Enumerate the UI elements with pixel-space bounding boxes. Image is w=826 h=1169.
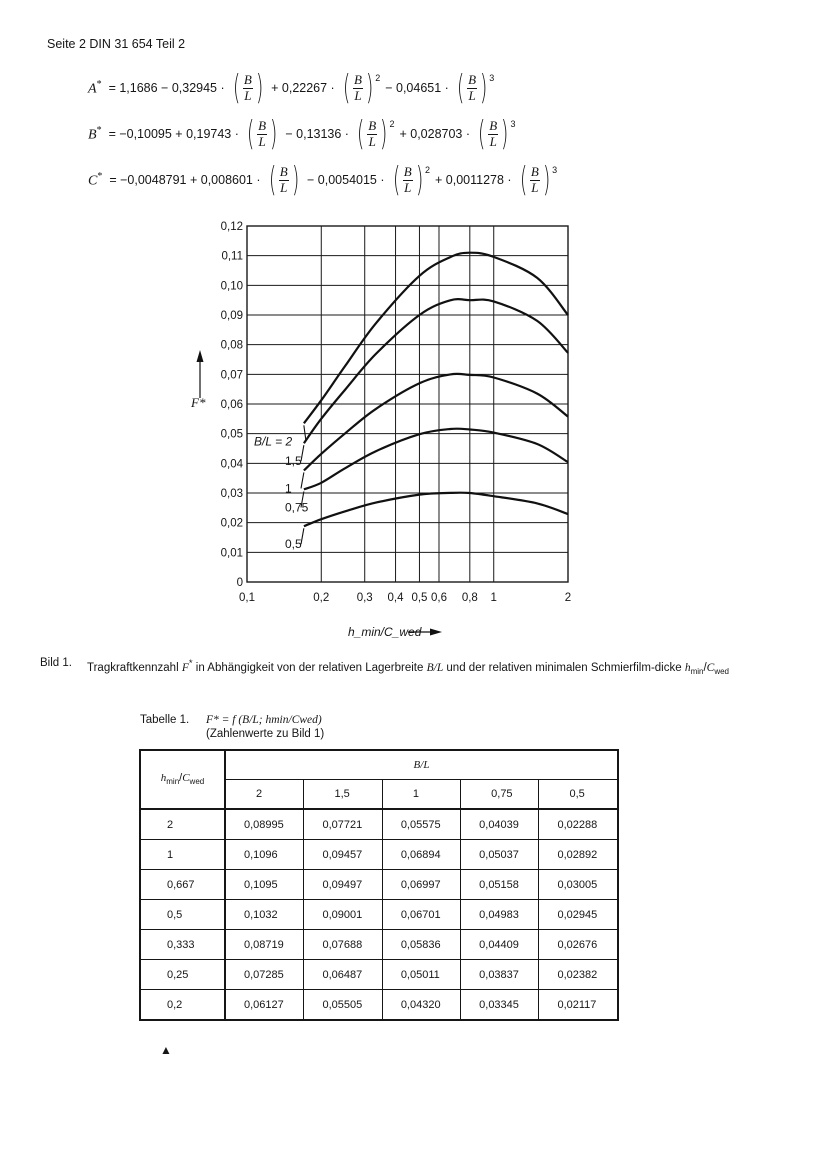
x-tick-label: 0,4 <box>387 592 404 604</box>
figure-caption <box>40 656 740 679</box>
table-row-header <box>140 750 225 809</box>
table-group-header: B/L <box>225 750 618 780</box>
fraction-denominator: L <box>404 179 412 195</box>
table-cell: 0,06997 <box>382 870 460 900</box>
table-row-label: 0,5 <box>140 900 225 930</box>
formula-lhs <box>88 79 102 98</box>
table-column-header: 1,5 <box>304 780 382 810</box>
fraction-group: ( $\frac{B}{L}$ ) <box>232 68 264 108</box>
exponent: 3 <box>510 119 516 129</box>
table-row-label: 0,333 <box>140 930 225 960</box>
y-tick-label: 0,06 <box>220 399 243 411</box>
series-label: 0,75 <box>285 500 309 515</box>
star-superscript: * <box>96 78 102 90</box>
x-tick-label: 2 <box>564 592 572 604</box>
fraction-group: ( $\frac{B}{L}$ ) 2 <box>342 68 381 108</box>
page-header: Seite 2 DIN 31 654 Teil 2 <box>47 37 186 51</box>
formula-term: + 0,028703 · <box>399 127 471 141</box>
table-cell: 0,04409 <box>461 930 539 960</box>
x-axis-arrow-head <box>430 629 442 636</box>
y-tick-label: 0,12 <box>220 221 243 233</box>
caption-symbol: F <box>181 661 189 674</box>
table-cell: 0,06127 <box>225 990 304 1021</box>
caption-text-part: Tragkraftkennzahl <box>87 661 182 674</box>
figure-caption-text <box>87 656 740 679</box>
table-cell: 0,04983 <box>461 900 539 930</box>
exponent: 2 <box>375 73 381 83</box>
fraction-numerator: B <box>530 163 539 179</box>
header-symbol: C <box>182 772 190 785</box>
load-number-chart <box>180 210 600 650</box>
table-cell: 0,04039 <box>461 809 539 840</box>
series-label: 0,5 <box>285 537 302 552</box>
table-cell: 0,1032 <box>225 900 304 930</box>
table-row-label: 2 <box>140 809 225 840</box>
fraction-numerator: B <box>468 71 477 87</box>
series-line <box>304 429 568 490</box>
y-tick-label: 0,04 <box>220 458 243 471</box>
formula-term: = −0,10095 + 0,19743 · <box>108 127 239 141</box>
star-superscript: * <box>96 124 102 136</box>
formula-term: − 0,0054015 · <box>307 173 385 187</box>
y-tick-label: 0,07 <box>220 369 243 382</box>
fraction-denominator: L <box>280 179 288 195</box>
y-axis-label: F* <box>191 395 206 410</box>
x-tick-label: 0,3 <box>356 592 373 604</box>
table-column-header: 2 <box>225 780 304 810</box>
header-subscript: min <box>166 777 180 787</box>
table-cell: 0,02117 <box>539 990 618 1021</box>
formula-var: C <box>88 173 98 189</box>
table-cell: 0,1096 <box>225 840 304 870</box>
table-cell: 0,05011 <box>382 960 460 990</box>
table-caption-subtitle: (Zahlenwerte zu Bild 1) <box>206 728 325 740</box>
y-tick-label: 0,03 <box>220 488 243 500</box>
y-tick-label: 0,01 <box>220 547 243 560</box>
table-row <box>140 960 618 990</box>
table-cell: 0,09001 <box>304 900 382 930</box>
y-tick-label: 0,09 <box>220 310 243 322</box>
formula-c <box>88 158 559 202</box>
y-axis-arrow-head <box>197 350 204 362</box>
fraction-numerator: B <box>279 163 288 179</box>
table-cell: 0,07688 <box>304 930 382 960</box>
table-cell: 0,02288 <box>539 809 618 840</box>
table-row <box>140 870 618 900</box>
caption-text-part: und der relativen minimalen Schmierfilm-dicke <box>443 661 685 674</box>
series-line <box>304 299 568 443</box>
table-row <box>140 990 618 1021</box>
table-cell: 0,02892 <box>539 840 618 870</box>
caption-subscript: min <box>690 667 704 677</box>
table-row-label: 0,667 <box>140 870 225 900</box>
page-mark: ▲ <box>160 1043 172 1057</box>
table-cell: 0,05037 <box>461 840 539 870</box>
x-tick-label: 1 <box>490 592 497 604</box>
fraction-numerator: B <box>258 117 267 133</box>
fraction-denominator: L <box>258 133 266 149</box>
table-cell: 0,02945 <box>539 900 618 930</box>
table-cell: 0,09497 <box>304 870 382 900</box>
figure-caption-label: Bild 1. <box>40 657 72 669</box>
table-row <box>140 900 618 930</box>
table-row <box>140 840 618 870</box>
table-cell: 0,05505 <box>304 990 382 1021</box>
table-cell: 0,07285 <box>225 960 304 990</box>
formula-term: − 0,04651 · <box>385 81 449 95</box>
fraction-numerator: B <box>489 117 498 133</box>
series-label: B/L = 2 <box>254 434 293 449</box>
header-subscript: wed <box>189 777 205 787</box>
series-line <box>304 374 568 471</box>
series-label: 1,5 <box>285 454 302 469</box>
fraction-group: ( $\frac{B}{L}$ ) <box>246 114 278 154</box>
header-symbol: h <box>160 772 167 785</box>
table-cell: 0,06701 <box>382 900 460 930</box>
fraction-numerator: B <box>368 117 377 133</box>
x-tick-label: 0,8 <box>461 592 478 604</box>
table-row-label: 0,25 <box>140 960 225 990</box>
table-cell: 0,03345 <box>461 990 539 1021</box>
x-tick-label: 0,2 <box>313 592 330 604</box>
x-tick-label: 0,1 <box>239 592 255 604</box>
fraction-denominator: L <box>368 133 376 149</box>
caption-subscript: wed <box>714 667 730 677</box>
star-superscript: * <box>97 170 103 182</box>
fraction-group: ( $\frac{B}{L}$ ) 3 <box>519 160 558 200</box>
table-cell: 0,03005 <box>539 870 618 900</box>
y-tick-label: 0,05 <box>220 428 243 441</box>
formula-lhs <box>88 171 102 190</box>
header-symbol: / <box>179 772 183 785</box>
table-column-header: 0,75 <box>461 780 539 810</box>
fraction-group: ( $\frac{B}{L}$ ) 3 <box>456 68 495 108</box>
table-cell: 0,05836 <box>382 930 460 960</box>
table-column-header: 0,5 <box>539 780 618 810</box>
table-row <box>140 930 618 960</box>
caption-symbol: h <box>684 661 691 674</box>
table-caption-label: Tabelle 1. <box>140 714 190 726</box>
fraction-group: ( $\frac{B}{L}$ ) 2 <box>356 114 395 154</box>
series-label: 1 <box>285 481 292 496</box>
table-cell: 0,05575 <box>382 809 460 840</box>
table-cell: 0,06487 <box>304 960 382 990</box>
x-axis-label: h_min/C_wed <box>348 625 422 639</box>
fraction-numerator: B <box>353 71 362 87</box>
y-tick-label: 0,08 <box>220 339 243 352</box>
table-cell: 0,08719 <box>225 930 304 960</box>
table-body <box>140 809 618 1020</box>
table-cell: 0,06894 <box>382 840 460 870</box>
table-cell: 0,09457 <box>304 840 382 870</box>
table-row <box>140 809 618 840</box>
data-table <box>139 749 619 1021</box>
table-cell: 0,07721 <box>304 809 382 840</box>
table-cell: 0,02676 <box>539 930 618 960</box>
formula-b <box>88 112 518 156</box>
series-line <box>304 253 568 424</box>
x-tick-label: 0,6 <box>430 592 447 604</box>
y-tick-label: 0,02 <box>220 517 243 530</box>
table-cell: 0,08995 <box>225 809 304 840</box>
exponent: 3 <box>489 73 495 83</box>
table-column-header: 1 <box>382 780 460 810</box>
y-tick-label: 0,11 <box>221 250 243 263</box>
fraction-denominator: L <box>489 133 497 149</box>
exponent: 3 <box>552 165 558 175</box>
series-line <box>304 493 568 527</box>
formula-term: − 0,13136 · <box>285 127 349 141</box>
caption-star: * <box>188 658 193 669</box>
fraction-denominator: L <box>244 87 252 103</box>
caption-symbol: C <box>706 661 715 674</box>
formula-term: = 1,1686 − 0,32945 · <box>108 81 225 95</box>
table-header-row <box>140 750 618 780</box>
table-row-label: 0,2 <box>140 990 225 1021</box>
fraction-group: ( $\frac{B}{L}$ ) <box>268 160 300 200</box>
fraction-numerator: B <box>403 163 412 179</box>
y-tick-label: 0 <box>236 577 243 589</box>
table-cell: 0,02382 <box>539 960 618 990</box>
fraction-numerator: B <box>243 71 252 87</box>
table-cell: 0,1095 <box>225 870 304 900</box>
caption-text-part: in Abhängigkeit von der relativen Lagerbreite <box>192 661 427 674</box>
exponent: 2 <box>389 119 395 129</box>
table-cell: 0,03837 <box>461 960 539 990</box>
fraction-group: ( $\frac{B}{L}$ ) 2 <box>392 160 431 200</box>
fraction-group: ( $\frac{B}{L}$ ) 3 <box>478 114 516 154</box>
exponent: 2 <box>425 165 431 175</box>
formula-lhs <box>88 125 102 144</box>
formula-var: B <box>88 127 97 143</box>
formula-a <box>88 66 496 110</box>
caption-symbol: B/L <box>426 661 444 674</box>
series-leader-line <box>301 472 304 488</box>
caption-symbol: / <box>703 661 707 674</box>
y-tick-label: 0,10 <box>220 280 243 293</box>
table-caption <box>140 713 324 741</box>
table-row-label: 1 <box>140 840 225 870</box>
fraction-denominator: L <box>468 87 476 103</box>
fraction-denominator: L <box>354 87 362 103</box>
formula-term: + 0,22267 · <box>271 81 335 95</box>
table-cell: 0,05158 <box>461 870 539 900</box>
table-caption-formula: F* = f (B/L; hmin/Cwed) <box>206 714 322 726</box>
fraction-denominator: L <box>531 179 539 195</box>
formula-var: A <box>88 81 97 97</box>
table-cell: 0,04320 <box>382 990 460 1021</box>
formula-term: = −0,0048791 + 0,008601 · <box>109 173 261 187</box>
formula-term: + 0,0011278 · <box>435 173 512 187</box>
x-tick-label: 0,5 <box>411 592 428 604</box>
